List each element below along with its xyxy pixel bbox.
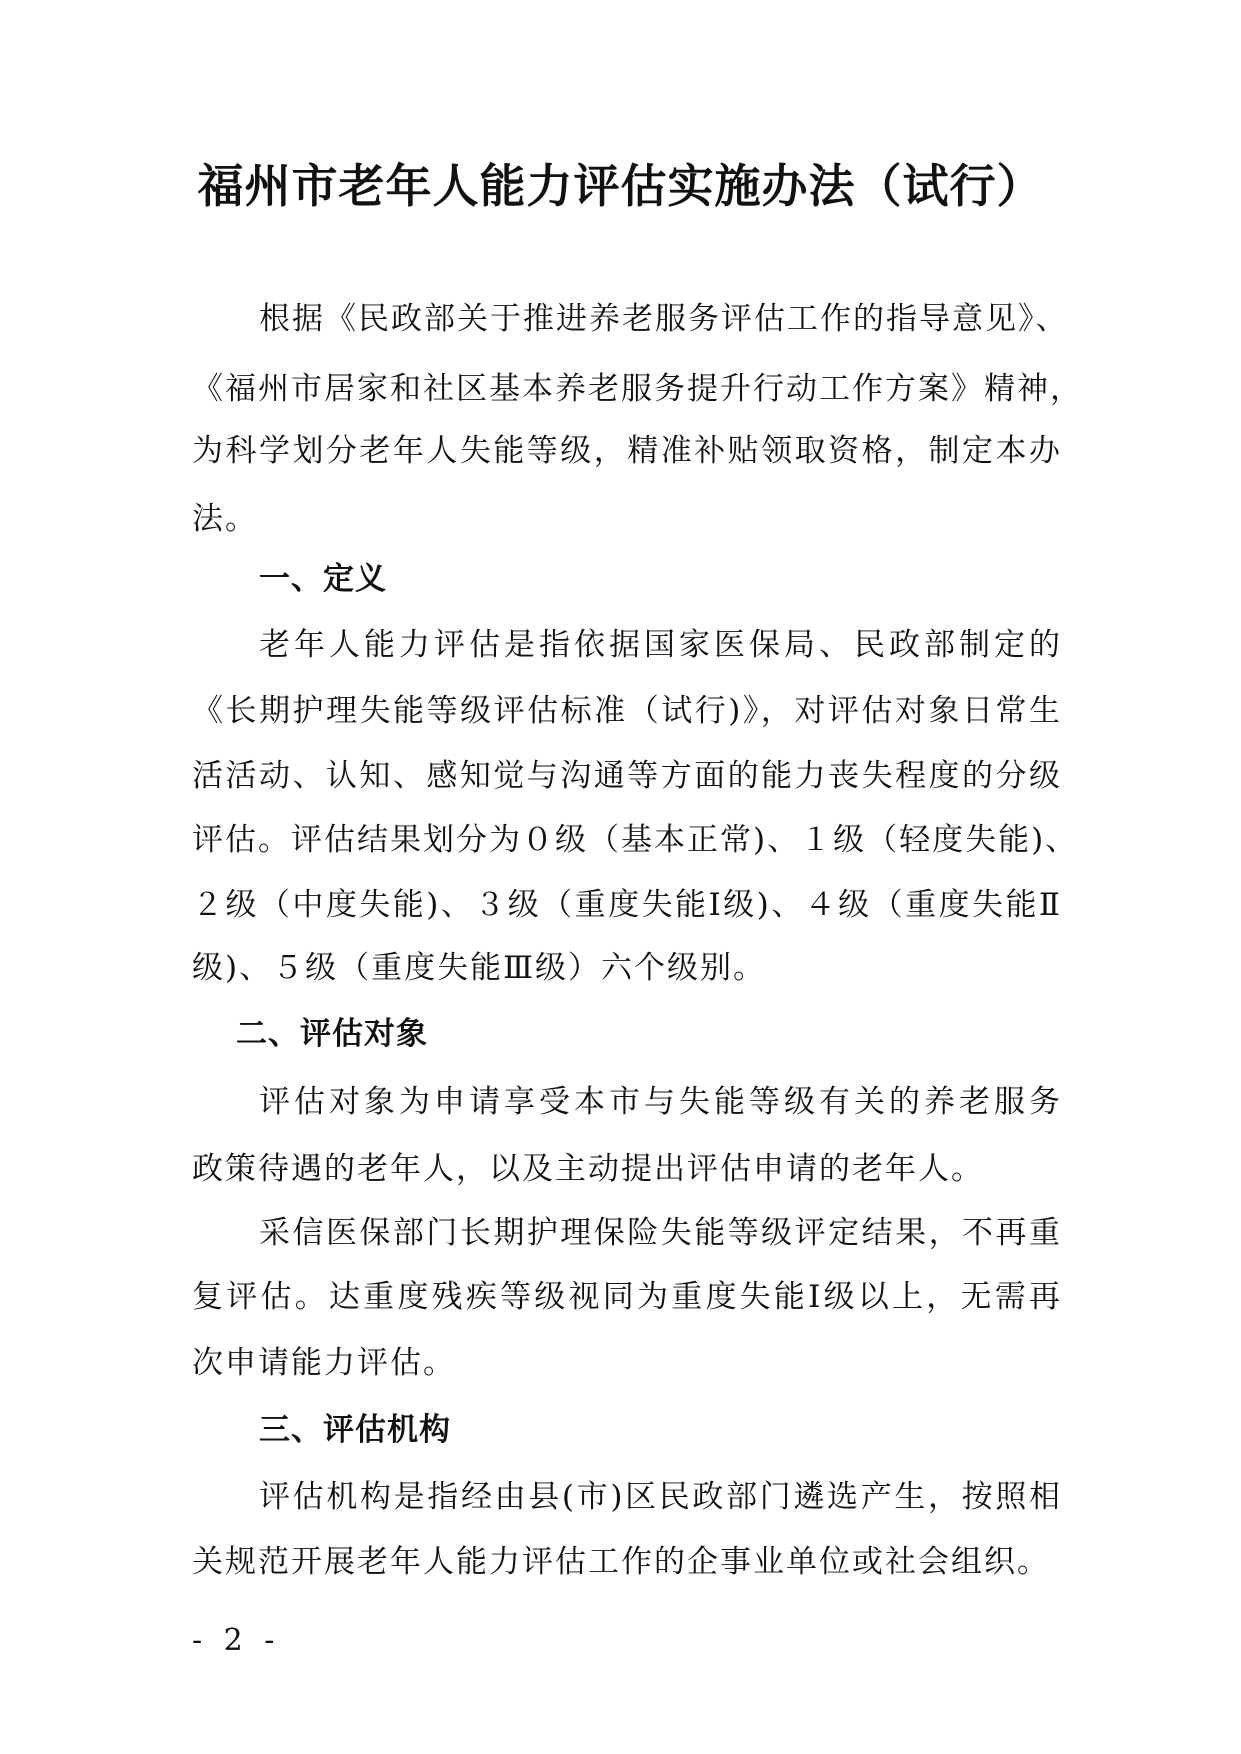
paragraph-line: 政策待遇的老年人，以及主动提出评估申请的老年人。 (192, 1151, 984, 1187)
paragraph-line: 评估。评估结果划分为０级（基本正常)、１级（轻度失能)、 (192, 822, 1079, 858)
paragraph-line: 根据《民政部关于推进养老服务评估工作的指导意见》、 (259, 301, 1069, 337)
paragraph-line: 次申请能力评估。 (192, 1345, 456, 1381)
paragraph-line: 采信医保部门长期护理保险失能等级评定结果，不再重 (259, 1215, 1062, 1251)
paragraph-line: 法。 (192, 501, 258, 537)
paragraph-line: 《福州市居家和社区基本养老服务提升行动工作方案》精神， (192, 371, 1083, 407)
paragraph-line: 活活动、认知、感知觉与沟通等方面的能力丧失程度的分级 (192, 758, 1062, 794)
paragraph-line: 《长期护理失能等级评估标准（试行)》，对评估对象日常生 (192, 693, 1062, 729)
document-title: 福州市老年人能力评估实施办法（试行） (197, 159, 1044, 213)
section-heading: 一、定义 (259, 561, 387, 597)
section-heading: 三、评估机构 (259, 1412, 451, 1448)
paragraph-line: 级)、５级（重度失能Ⅲ级）六个级别。 (192, 950, 766, 986)
page-number: - 2 - (192, 1623, 281, 1658)
paragraph-line: 复评估。达重度残疾等级视同为重度失能Ⅰ级以上，无需再 (192, 1279, 1062, 1315)
paragraph-line: 评估机构是指经由县(市)区民政部门遴选产生，按照相 (259, 1479, 1062, 1515)
section-heading: 二、评估对象 (236, 1016, 428, 1052)
paragraph-line: 关规范开展老年人能力评估工作的企事业单位或社会组织。 (192, 1544, 1050, 1580)
paragraph-line: 评估对象为申请享受本市与失能等级有关的养老服务 (259, 1084, 1062, 1120)
paragraph-line: 老年人能力评估是指依据国家医保局、民政部制定的 (259, 627, 1062, 663)
paragraph-line: 为科学划分老年人失能等级，精准补贴领取资格，制定本办 (192, 433, 1062, 469)
paragraph-line: ２级（中度失能)、３级（重度失能Ⅰ级)、４级（重度失能Ⅱ (192, 887, 1062, 923)
